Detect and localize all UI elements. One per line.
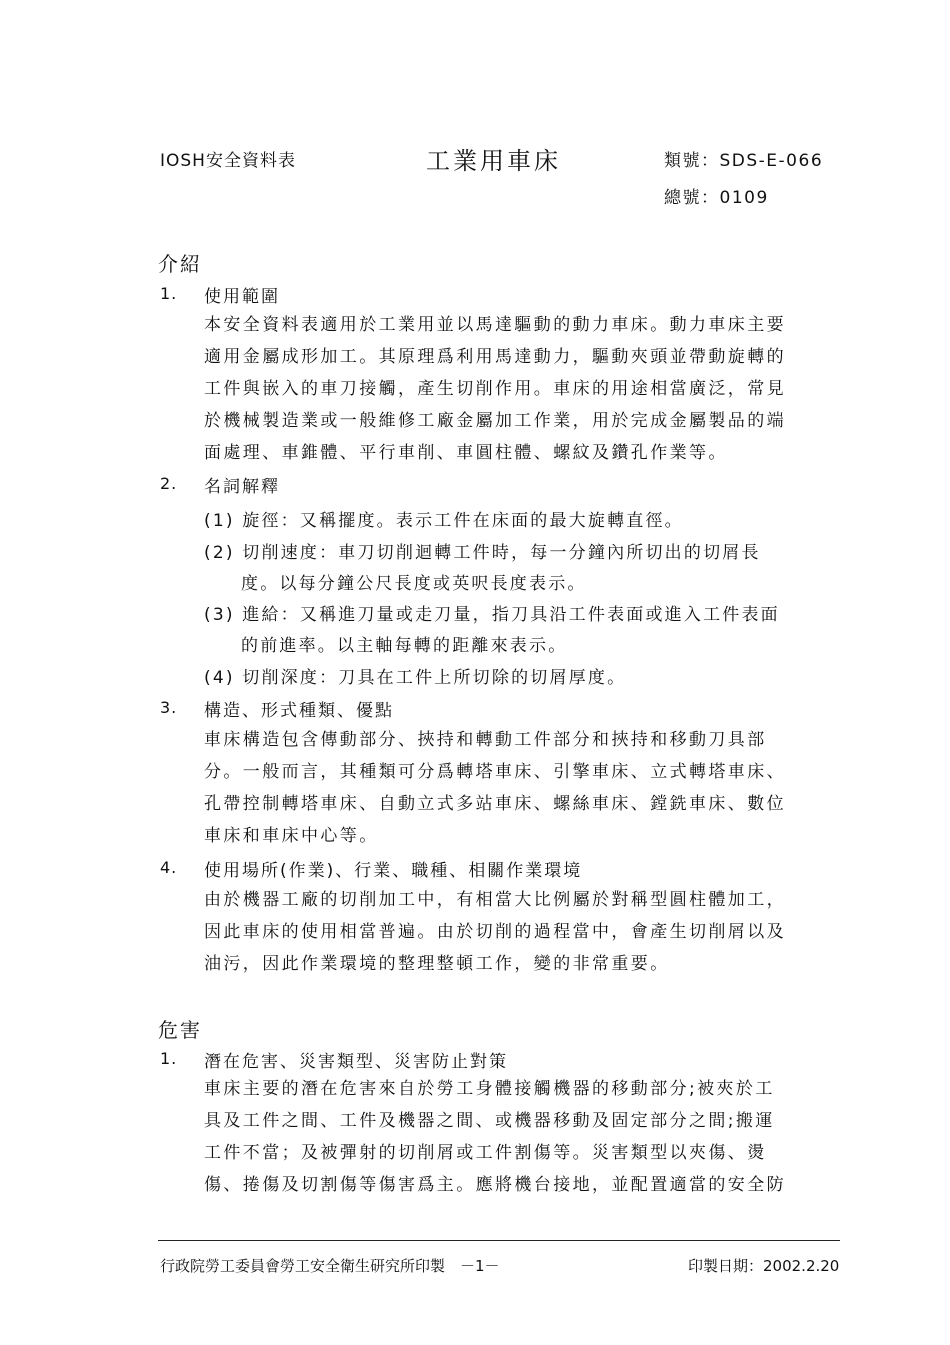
paragraph-hazard <box>204 1073 786 1201</box>
text-line: 面處理、車錐體、平行車削、車圓柱體、螺紋及鑽孔作業等。 <box>204 443 728 463</box>
item-title-hazard-types: 潛在危害、災害類型、災害防止對策 <box>204 1052 508 1072</box>
text-line: 車床主要的潛在危害來自於勞工身體接觸機器的移動部分;被夾於工 <box>204 1079 775 1099</box>
text-line: 油污，因此作業環境的整理整頓工作，變的非常重要。 <box>204 954 670 974</box>
item-number: 2. <box>160 474 178 493</box>
term-definition-continued: 的前進率。以主軸每轉的距離來表示。 <box>241 636 568 656</box>
document-series-label: IOSH安全資料表 <box>160 151 296 171</box>
text-line: 工件不當；及被彈射的切削屑或工件割傷等。災害類型以夾傷、燙 <box>204 1143 767 1163</box>
item-number: 1. <box>160 284 178 303</box>
text-line: 車床和車床中心等。 <box>204 826 379 846</box>
text-line: 工件與嵌入的車刀接觸，產生切削作用。車床的用途相當廣泛，常見 <box>204 379 786 399</box>
text-line: 由於機器工廠的切削加工中，有相當大比例屬於對稱型圓柱體加工， <box>204 890 786 910</box>
text-line: 車床構造包含傳動部分、挾持和轉動工件部分和挾持和移動刀具部 <box>204 730 767 750</box>
text-line: 孔帶控制轉塔車床、自動立式多站車床、螺絲車床、鏜銑車床、數位 <box>204 794 786 814</box>
section-heading-intro: 介紹 <box>158 252 202 276</box>
term-definition: (4) 切削深度：刀具在工件上所切除的切屑厚度。 <box>204 668 627 688</box>
text-line: 於機械製造業或一般維修工廠金屬加工作業，用於完成金屬製品的端 <box>204 411 786 431</box>
term-definition: (3) 進給：又稱進刀量或走刀量，指刀具沿工件表面或進入工件表面 <box>204 605 780 625</box>
item-number: 1. <box>160 1049 178 1068</box>
text-line: 因此車床的使用相當普遍。由於切削的過程當中，會產生切削屑以及 <box>204 922 786 942</box>
text-line: 傷、捲傷及切割傷等傷害爲主。應將機台接地，並配置適當的安全防 <box>204 1175 786 1195</box>
text-line: 分。一般而言，其種類可分爲轉塔車床、引擎車床、立式轉塔車床、 <box>204 762 786 782</box>
text-line: 適用金屬成形加工。其原理爲利用馬達動力，驅動夾頭並帶動旋轉的 <box>204 347 786 367</box>
item-number: 4. <box>160 858 178 877</box>
document-title: 工業用車床 <box>426 147 561 175</box>
item-number: 3. <box>160 698 178 717</box>
text-line: 本安全資料表適用於工業用並以馬達驅動的動力車床。動力車床主要 <box>204 315 786 335</box>
term-definition-continued: 度。以每分鐘公尺長度或英呎長度表示。 <box>241 574 587 594</box>
item-title-environment: 使用場所(作業)、行業、職種、相關作業環境 <box>204 861 583 881</box>
item-title-terms: 名詞解釋 <box>204 477 280 497</box>
total-number: 總號：0109 <box>664 188 769 208</box>
term-definition: (1) 旋徑：又稱擺度。表示工件在床面的最大旋轉直徑。 <box>204 511 684 531</box>
footer-publisher: 行政院勞工委員會勞工安全衛生研究所印製 －1－ <box>160 1257 500 1275</box>
footer-divider <box>158 1240 840 1241</box>
section-heading-hazard: 危害 <box>158 1018 202 1042</box>
item-title-structure: 構造、形式種類、優點 <box>204 701 394 721</box>
item-title-scope: 使用範圍 <box>204 287 280 307</box>
paragraph-scope <box>204 309 786 469</box>
classification-code: 類號：SDS-E-066 <box>664 151 824 171</box>
paragraph-environment <box>204 884 786 980</box>
paragraph-structure <box>204 724 786 852</box>
text-line: 具及工件之間、工件及機器之間、或機器移動及固定部分之間;搬運 <box>204 1111 775 1131</box>
footer-print-date: 印製日期：2002.2.20 <box>688 1257 840 1275</box>
term-definition: (2) 切削速度：車刀切削迴轉工件時，每一分鐘內所切出的切屑長 <box>204 543 761 563</box>
